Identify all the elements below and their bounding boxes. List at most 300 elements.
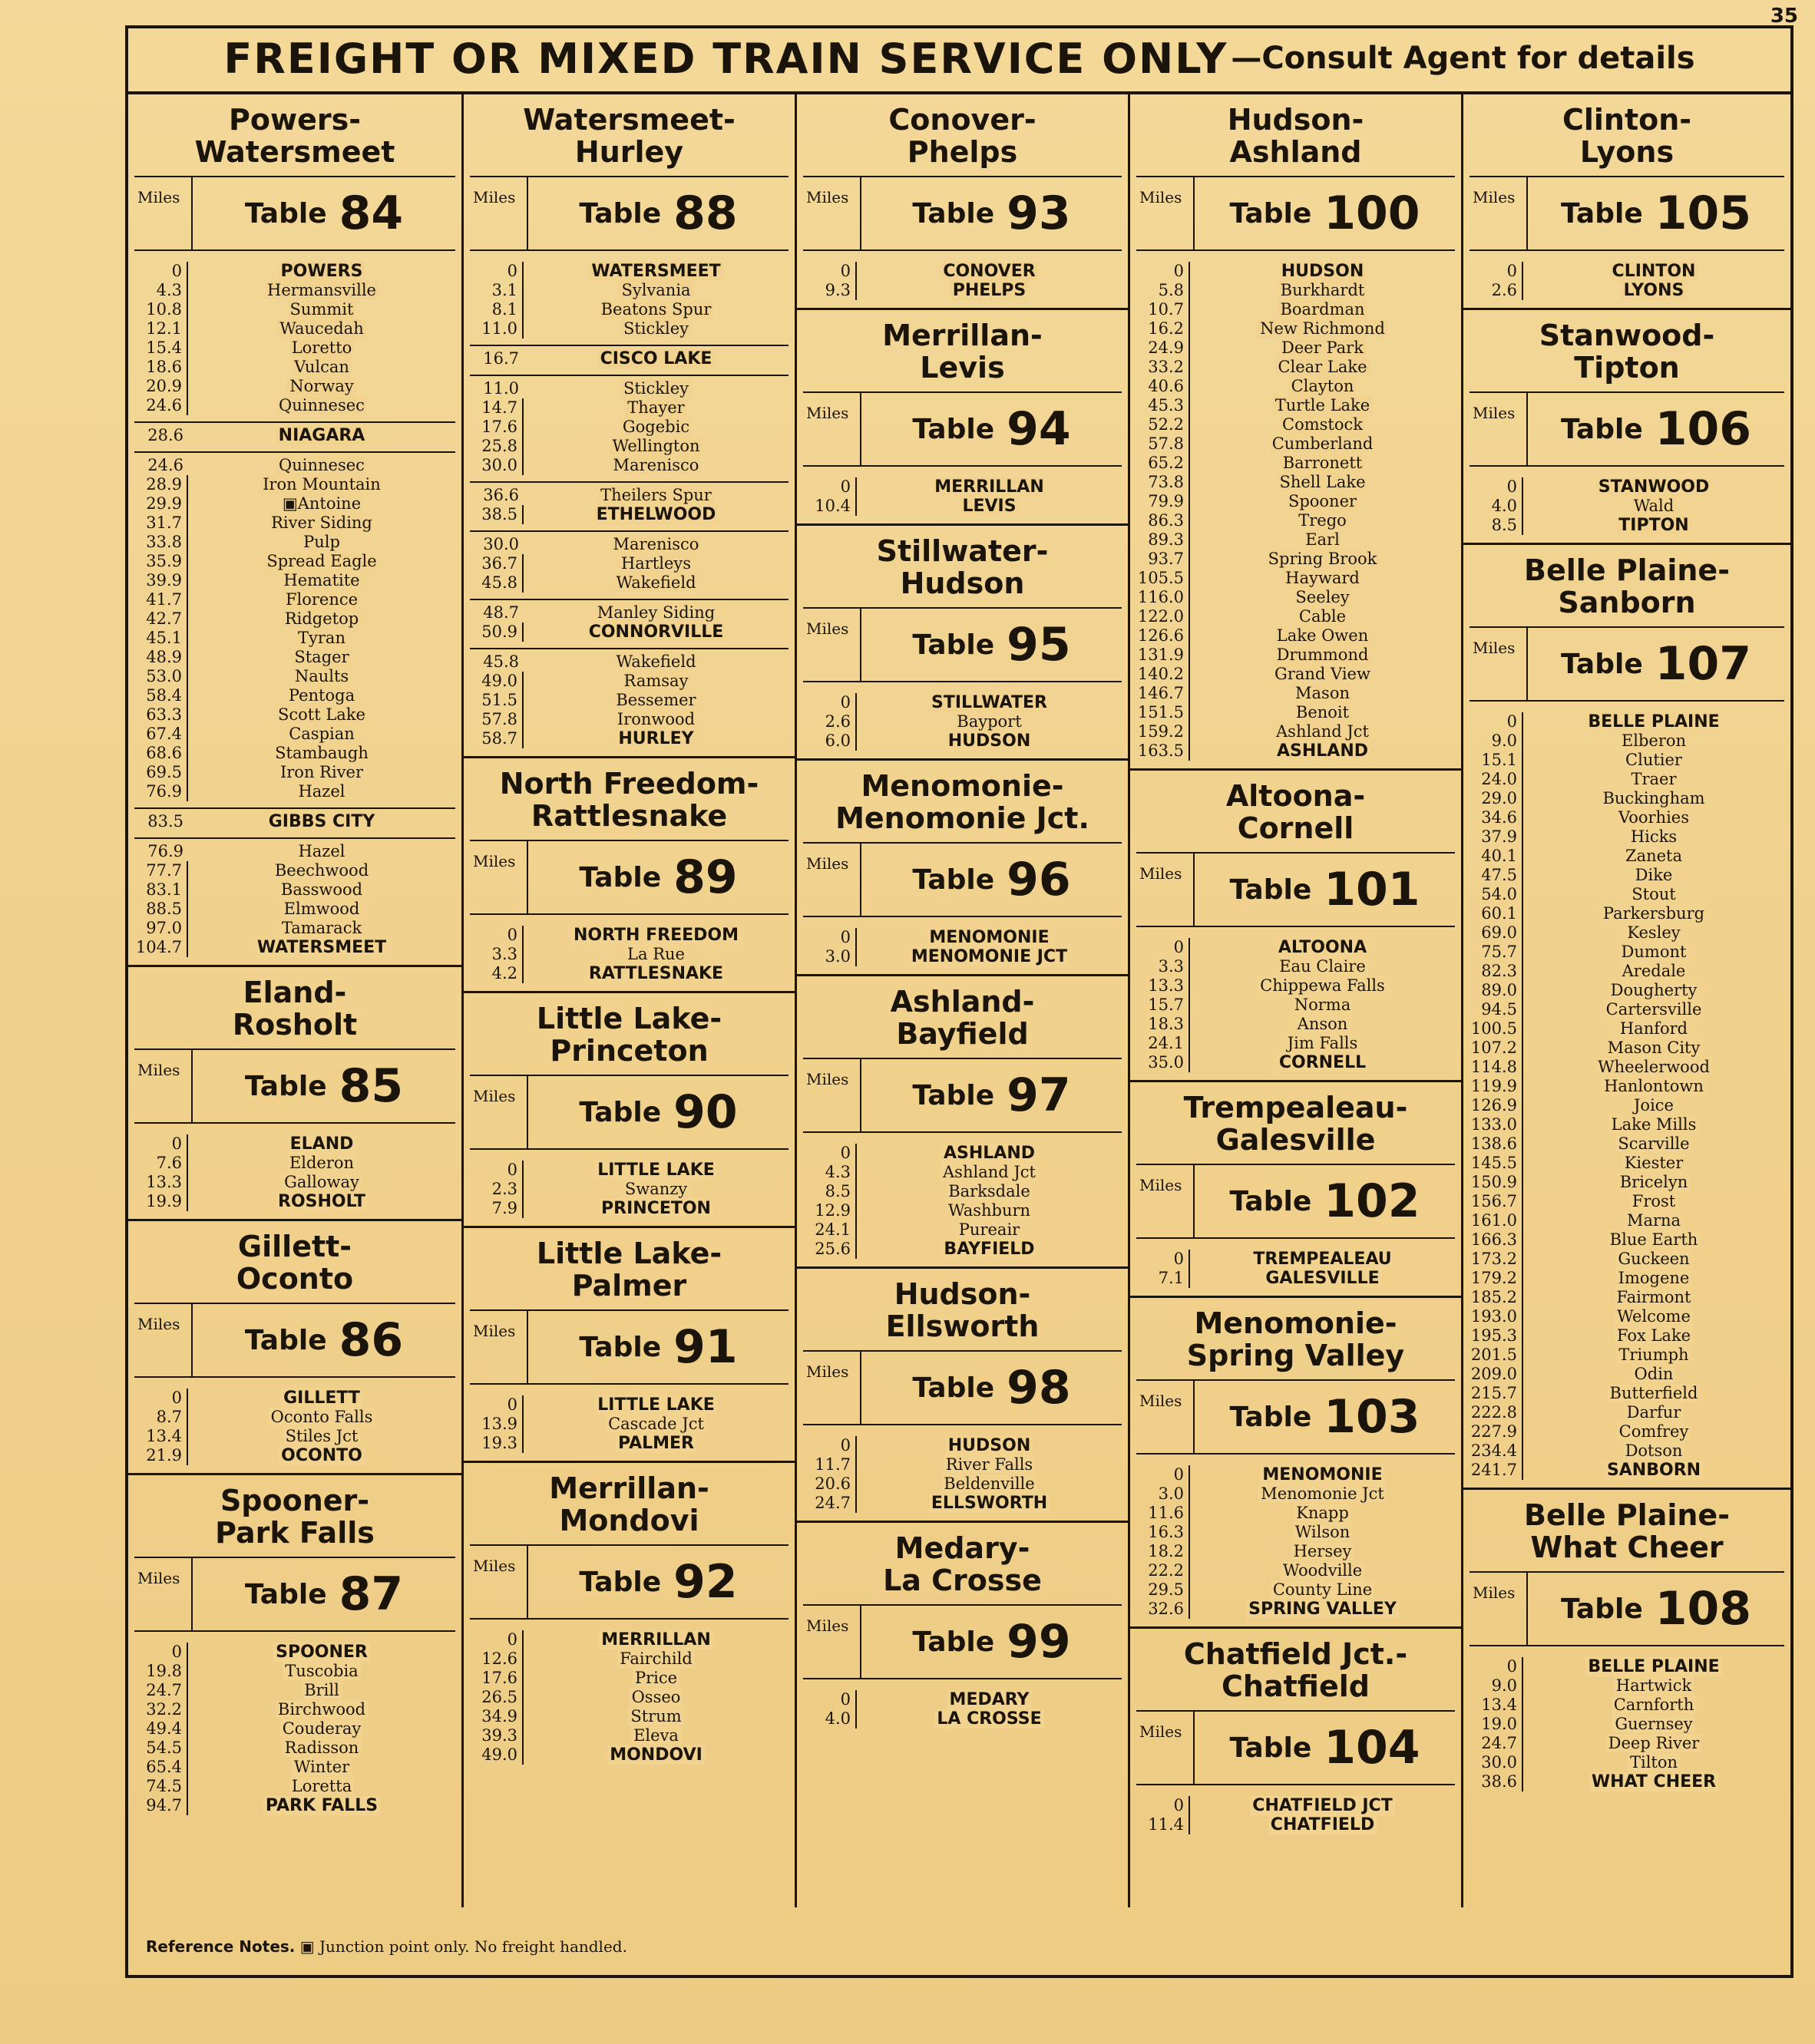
station-cell: [188, 1427, 455, 1446]
station-miles: 3.0: [803, 947, 857, 966]
station-cell: [188, 686, 455, 705]
station-miles: 29.5: [1136, 1580, 1190, 1600]
station-cell: [188, 358, 455, 377]
station-cell: [1190, 646, 1455, 665]
station-name: Tuscobia: [283, 1662, 360, 1680]
station-row: [803, 262, 1122, 281]
station-name: Beechwood: [273, 861, 371, 880]
table-word: Table: [244, 1070, 327, 1102]
station-name: Blue Earth: [1608, 1230, 1701, 1249]
station-cell: [1190, 1523, 1455, 1542]
station-name: SPOONER: [273, 1643, 370, 1662]
table-title: [861, 1059, 1122, 1131]
station-cell: [188, 456, 455, 475]
station-name: Shell Lake: [1277, 473, 1367, 491]
station-miles: 33.2: [1136, 358, 1190, 377]
station-row: [803, 693, 1122, 712]
station-list: [134, 1378, 455, 1473]
station-name: Clutier: [1623, 751, 1684, 769]
station-row: [470, 964, 788, 983]
station-cell: [1190, 1269, 1455, 1288]
column-1: [128, 94, 461, 1907]
station-cell: [188, 938, 455, 957]
station-name: Menomonie Jct: [1258, 1484, 1387, 1503]
station-miles: 83.5: [147, 812, 183, 830]
table-word: Table: [1561, 648, 1643, 680]
station-cell: [1523, 712, 1784, 731]
table-header: [803, 393, 1122, 467]
route-line: Clinton-: [1562, 103, 1692, 137]
station-miles: 67.4: [134, 725, 188, 744]
route-line: Menomonie-: [1194, 1306, 1397, 1340]
station-name: Hicks: [1628, 827, 1679, 846]
station-row: [134, 552, 455, 571]
station-row: [470, 481, 788, 505]
station-miles: 24.0: [1470, 770, 1523, 789]
station-list: [803, 251, 1122, 308]
miles-header: Miles: [134, 1050, 193, 1122]
station-name: CHATFIELD JCT: [1250, 1796, 1394, 1815]
station-row: [1470, 866, 1784, 885]
miles-header: Miles: [470, 1076, 528, 1148]
station-name: Earl: [1303, 530, 1342, 549]
station-name: Hermansville: [265, 281, 379, 299]
station-row: [1136, 415, 1455, 434]
station-name: Clayton: [1289, 377, 1357, 395]
station-name: New Richmond: [1258, 319, 1387, 338]
station-name: Butterfield: [1608, 1384, 1701, 1402]
station-row: [134, 1427, 455, 1446]
station-cell: [524, 945, 788, 964]
station-cell: [1190, 741, 1455, 761]
table-header: [470, 1076, 788, 1150]
route-line: Merrillan-: [882, 319, 1043, 352]
station-row: [134, 705, 455, 725]
station-row: [134, 629, 455, 648]
route-line: Park Falls: [215, 1516, 375, 1550]
miles-header: Miles: [803, 1352, 861, 1424]
station-name: CONNORVILLE: [587, 622, 726, 642]
station-list: [1136, 1239, 1455, 1296]
station-row: [134, 421, 455, 445]
station-miles: 88.5: [134, 900, 188, 919]
station-row: [803, 281, 1122, 300]
station-row: [134, 1662, 455, 1681]
station-miles: 57.8: [470, 710, 524, 729]
station-name: Wakefield: [613, 652, 698, 671]
station-miles: 156.7: [1470, 1192, 1523, 1211]
station-row: [470, 622, 788, 642]
station-name: MERRILLAN: [932, 477, 1046, 497]
station-cell: [857, 1690, 1122, 1709]
route-line: Stillwater-: [876, 534, 1049, 568]
station-name: Oconto Falls: [269, 1408, 375, 1426]
table-header: [1136, 854, 1455, 927]
station-cell: [1523, 1346, 1784, 1365]
station-row: [1136, 957, 1455, 976]
station-row: [134, 648, 455, 667]
station-cell: [188, 705, 455, 725]
station-row: [134, 338, 455, 358]
station-cell: [188, 1758, 455, 1777]
station-miles: 0: [803, 1144, 857, 1163]
station-cell: [524, 1434, 788, 1453]
station-name: Eleva: [631, 1726, 681, 1745]
station-cell: [1190, 550, 1455, 569]
station-list: [1470, 702, 1784, 1488]
miles-header: Miles: [1136, 1165, 1195, 1237]
station-cell: [524, 1745, 788, 1765]
station-name: Guernsey: [1612, 1715, 1694, 1733]
station-row: [470, 1745, 788, 1765]
station-row: [134, 262, 455, 281]
station-name: ASHLAND: [1274, 741, 1370, 761]
station-row: [134, 281, 455, 300]
station-cell: [1190, 1600, 1455, 1619]
station-cell: [1523, 1422, 1784, 1441]
route-line: Hudson: [900, 566, 1025, 600]
station-name: Welcome: [1615, 1307, 1693, 1326]
station-name: Dotson: [1623, 1441, 1685, 1460]
table-number: 84: [339, 187, 404, 240]
table-word: Table: [912, 1626, 995, 1658]
station-miles: 48.7: [483, 603, 519, 622]
timetable-101: [1130, 768, 1461, 1080]
station-name: Joice: [1632, 1096, 1676, 1114]
station-cell: [188, 552, 455, 571]
station-cell: [1523, 904, 1784, 923]
station-row: [803, 1709, 1122, 1729]
station-cell: [1523, 477, 1784, 497]
station-row: [1136, 722, 1455, 741]
station-cell: [1523, 1039, 1784, 1058]
route-name: [803, 761, 1122, 844]
station-cell: [1523, 1461, 1784, 1480]
station-row: [470, 437, 788, 456]
station-miles: 45.1: [134, 629, 188, 648]
station-miles: 209.0: [1470, 1365, 1523, 1384]
station-miles: 0: [470, 262, 524, 281]
station-cell: [188, 281, 455, 300]
table-number: 93: [1007, 187, 1071, 240]
station-cell: [1190, 703, 1455, 722]
table-title: [1528, 628, 1784, 700]
station-row: [470, 710, 788, 729]
station-miles: 0: [803, 928, 857, 947]
station-cell: [188, 1446, 455, 1465]
station-row: [134, 609, 455, 629]
station-miles: 8.5: [1470, 516, 1523, 535]
station-list: [1136, 927, 1455, 1080]
station-miles: 7.1: [1136, 1269, 1190, 1288]
station-miles: 5.8: [1136, 281, 1190, 300]
station-cell: [188, 842, 455, 861]
station-miles: 19.8: [134, 1662, 188, 1681]
station-cell: [188, 1134, 455, 1154]
route-line: Medary-: [894, 1531, 1030, 1565]
station-name: Hazel: [296, 842, 347, 860]
station-miles: 119.9: [1470, 1077, 1523, 1096]
station-miles: 241.7: [1470, 1461, 1523, 1480]
station-name: Odin: [1632, 1365, 1676, 1383]
station-name: Marenisco: [611, 456, 702, 474]
station-row: [470, 691, 788, 710]
station-row: [470, 281, 788, 300]
station-list: [803, 682, 1122, 758]
station-cell: [857, 1436, 1122, 1455]
station-cell: [1190, 358, 1455, 377]
station-miles: 104.7: [134, 938, 188, 957]
timetable-89: [464, 756, 795, 991]
station-row: [1136, 1484, 1455, 1504]
station-miles: 12.1: [134, 319, 188, 338]
station-name: Jim Falls: [1285, 1034, 1360, 1052]
station-row: [134, 513, 455, 533]
station-name: Price: [633, 1669, 679, 1687]
table-header: [134, 1304, 455, 1378]
route-name: [803, 1269, 1122, 1352]
station-miles: 13.9: [470, 1415, 524, 1434]
station-row: [470, 345, 788, 368]
station-row: [470, 1630, 788, 1649]
station-miles: 24.6: [134, 396, 188, 415]
station-cell: [1523, 262, 1784, 281]
table-title: [1195, 854, 1455, 926]
station-miles: 45.8: [483, 652, 519, 671]
route-name: [134, 1221, 455, 1304]
table-word: Table: [579, 861, 662, 893]
table-header: [1136, 1712, 1455, 1785]
station-name: LA CROSSE: [934, 1709, 1043, 1729]
table-title: [861, 1606, 1122, 1678]
station-name: HURLEY: [616, 729, 696, 748]
station-name: TREMPEALEAU: [1251, 1250, 1393, 1269]
station-miles: 49.0: [470, 672, 524, 691]
station-miles: 47.5: [1470, 866, 1523, 885]
page-banner: [125, 25, 1794, 94]
table-number: 96: [1007, 853, 1071, 906]
route-name: [1470, 310, 1784, 393]
route-name: [803, 310, 1122, 393]
table-header: [134, 1558, 455, 1632]
station-row: [470, 375, 788, 398]
station-name: Woodville: [1281, 1561, 1364, 1580]
station-name: Bessemer: [613, 691, 698, 709]
station-miles: 83.1: [134, 880, 188, 900]
station-name: Tilton: [1628, 1753, 1680, 1772]
station-cell: [524, 964, 788, 983]
station-name: Couderay: [280, 1719, 364, 1738]
station-miles: 6.0: [803, 731, 857, 751]
miles-header: Miles: [470, 841, 528, 913]
station-miles: 32.6: [1136, 1600, 1190, 1619]
station-row: [803, 1144, 1122, 1163]
table-word: Table: [1229, 1732, 1312, 1764]
station-cell: [188, 1154, 455, 1173]
station-cell: [524, 300, 788, 319]
station-miles: 2.6: [1470, 281, 1523, 300]
station-name: Hersey: [1291, 1542, 1354, 1560]
station-cell: [188, 919, 455, 938]
station-cell: [1523, 1734, 1784, 1753]
station-cell: [1190, 396, 1455, 415]
route-name: [470, 1228, 788, 1311]
station-cell: [1190, 319, 1455, 338]
station-name: ELAND: [288, 1134, 356, 1154]
station-name: River Falls: [944, 1455, 1035, 1474]
station-miles: 36.6: [483, 486, 519, 504]
station-row: [134, 475, 455, 494]
station-name: Stager: [292, 648, 351, 666]
station-miles: 19.0: [1470, 1715, 1523, 1734]
station-row: [134, 686, 455, 705]
table-number: 106: [1655, 402, 1751, 456]
station-row: [1470, 1000, 1784, 1019]
station-cell: [857, 928, 1122, 947]
station-miles: 53.0: [134, 667, 188, 686]
station-cell: [1190, 338, 1455, 358]
station-cell: [1523, 1077, 1784, 1096]
route-name: [1470, 94, 1784, 177]
station-miles: 25.8: [470, 437, 524, 456]
station-name: Washburn: [946, 1201, 1033, 1220]
table-number: 95: [1007, 618, 1071, 672]
station-cell: [524, 535, 788, 554]
station-cell: [1190, 281, 1455, 300]
table-title: [193, 1304, 455, 1376]
station-cell: [1190, 377, 1455, 396]
station-name: Ashland Jct: [941, 1163, 1038, 1181]
station-name: Lake Mills: [1609, 1115, 1699, 1134]
station-miles: 74.5: [134, 1777, 188, 1796]
station-cell: [1190, 1542, 1455, 1561]
station-cell: [1523, 1441, 1784, 1461]
station-miles: 166.3: [1470, 1230, 1523, 1250]
route-line: Belle Plaine-: [1524, 1498, 1730, 1532]
station-cell: [188, 782, 455, 801]
station-name: Cascade Jct: [606, 1415, 706, 1433]
station-miles: 3.1: [470, 281, 524, 300]
table-header: [803, 609, 1122, 682]
table-header: [803, 844, 1122, 917]
station-cell: [1523, 1307, 1784, 1326]
station-miles: 25.6: [803, 1240, 857, 1259]
table-word: Table: [1561, 197, 1643, 229]
miles-header: Miles: [803, 1606, 861, 1678]
station-name: Sylvania: [619, 281, 693, 299]
station-row: [803, 1240, 1122, 1259]
station-name: LYONS: [1622, 281, 1687, 300]
station-row: [1470, 516, 1784, 535]
station-list: [1136, 1455, 1455, 1626]
table-header: [470, 1546, 788, 1620]
table-word: Table: [912, 197, 995, 229]
station-miles: 13.3: [1136, 976, 1190, 996]
route-line: Rosholt: [232, 1008, 358, 1042]
miles-header: Miles: [1470, 1573, 1528, 1645]
station-row: [134, 1739, 455, 1758]
route-line: Gillett-: [237, 1230, 352, 1263]
route-line: Phelps: [907, 135, 1018, 169]
station-name: Summit: [288, 300, 356, 319]
station-miles: 60.1: [1470, 904, 1523, 923]
station-miles: 76.9: [147, 842, 183, 860]
station-cell: [1523, 981, 1784, 1000]
station-name: Marna: [1625, 1211, 1683, 1230]
station-name: Triumph: [1616, 1346, 1691, 1364]
station-name: ROSHOLT: [276, 1192, 368, 1211]
station-cell: [188, 900, 455, 919]
station-row: [470, 573, 788, 593]
station-cell: [524, 691, 788, 710]
station-row: [1136, 1015, 1455, 1034]
station-name: Fairchild: [617, 1649, 695, 1668]
station-cell: [1190, 511, 1455, 530]
station-cell: [524, 554, 788, 573]
station-name: Spread Eagle: [264, 552, 379, 570]
station-miles: 116.0: [1136, 588, 1190, 607]
station-row: [1470, 1039, 1784, 1058]
route-line: Cornell: [1237, 811, 1354, 845]
timetable-86: [128, 1219, 461, 1473]
station-miles: 9.0: [1470, 1676, 1523, 1696]
station-miles: 18.2: [1136, 1542, 1190, 1561]
station-cell: [188, 1408, 455, 1427]
station-name: CISCO LAKE: [598, 349, 715, 368]
station-miles: 21.9: [134, 1446, 188, 1465]
station-name: Hartleys: [619, 554, 693, 573]
station-miles: 14.7: [470, 398, 524, 418]
station-name: ▣Antoine: [280, 494, 363, 513]
table-word: Table: [1561, 413, 1643, 445]
station-miles: 4.3: [134, 281, 188, 300]
station-name: Bayport: [954, 712, 1023, 731]
station-row: [1470, 1115, 1784, 1134]
station-miles: 0: [470, 1161, 524, 1180]
table-number: 100: [1324, 187, 1420, 240]
station-row: [134, 1408, 455, 1427]
table-header: [1470, 177, 1784, 251]
station-cell: [524, 1395, 788, 1415]
station-cell: [1190, 1484, 1455, 1504]
station-miles: 31.7: [134, 513, 188, 533]
station-row: [1470, 1269, 1784, 1288]
station-list: [1470, 467, 1784, 543]
station-cell: [1523, 281, 1784, 300]
station-cell: [524, 379, 788, 398]
station-miles: 12.9: [803, 1201, 857, 1220]
station-cell: [857, 1240, 1122, 1259]
station-name: Strum: [628, 1707, 683, 1725]
column-3: [795, 94, 1128, 1907]
station-cell: [1190, 492, 1455, 511]
station-cell: [1190, 530, 1455, 550]
station-miles: 49.0: [470, 1745, 524, 1765]
timetable-99: [797, 1521, 1128, 1736]
station-name: Marenisco: [611, 535, 702, 553]
station-row: [1136, 300, 1455, 319]
station-miles: 26.5: [470, 1688, 524, 1707]
station-list: [470, 1385, 788, 1461]
station-name: Hanlontown: [1602, 1077, 1706, 1095]
station-row: [1470, 1403, 1784, 1422]
station-name: Dougherty: [1608, 981, 1700, 999]
station-miles: 8.5: [803, 1182, 857, 1201]
route-line: La Crosse: [883, 1564, 1042, 1597]
station-cell: [188, 667, 455, 686]
station-name: Cable: [1297, 607, 1348, 626]
station-miles: 2.6: [803, 712, 857, 731]
